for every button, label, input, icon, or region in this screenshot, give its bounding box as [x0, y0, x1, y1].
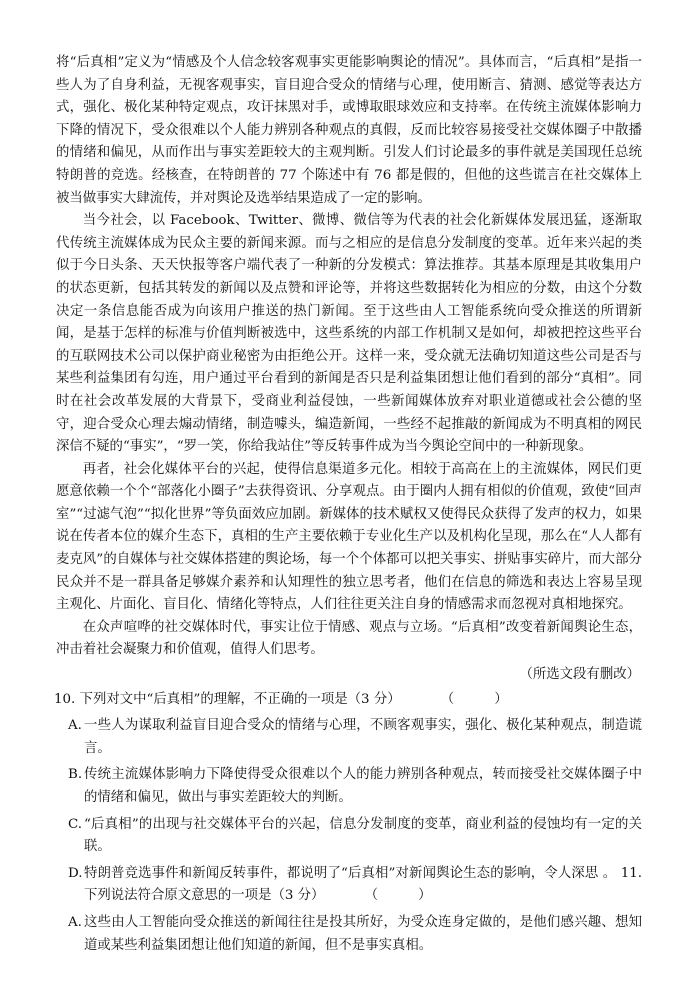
option-letter: A.	[68, 914, 82, 930]
option-text: “后真相”的出现与社交媒体平台的兴起，信息分发制度的变革，商业利益的侵蚀均有一定的关联。	[84, 816, 642, 855]
option-text: 一些人为谋取利益盲目迎合受众的情绪与心理，不顾客观事实，强化、极化某种观点，制造谎言。	[84, 718, 642, 756]
option-letter: B.	[68, 767, 83, 783]
option-text: 特朗普竞选事件和新闻反转事件，都说明了“后真相”对新闻舆论生态的影响，令人深思 。 11. 下列说法符合原文意思的一项是（3 分） （ ）	[84, 865, 642, 904]
option-text: 这些由人工智能向受众推送的新闻往往是投其所好，为受众连身定做的，是他们感兴趣、想知道或某些利益集团想让他们知道的新闻，但不是事实真相。	[84, 914, 642, 953]
exam-page	[56, 52, 642, 957]
passage-paragraph-3: 再者，社会化媒体平台的兴起，使得信息渠道多元化。相较于高高在上的主流媒体，网民们更愿意依赖一个个“部落化小圈子”去获得资讯、分享观点。由于圈内人拥有相似的价值观，致使“回声室”“过滤气泡”“拟化世界”等负面效应加剧。新媒体的技术赋权又使得民众获得了发声的权力，如果说在传者本位的媒介生态下，真相的生产主要依赖于专业化生产以及机构化呈现，那么在“人人都有麦克风”的自媒体与社交媒体搭建的舆论场，每一个个体都可以把关事实、拼贴事实碎片，而大部分民众并不是一群具备足够媒介素养和认知理性的独立思考者，他们在信息的筛选和表达上容易呈现主观化、片面化、盲目化、情绪化等特点，人们往往更关注自身的情感需求而忽视对真相地探究。	[56, 461, 642, 613]
question-10-stem: 10. 下列对文中“后真相”的理解，不正确的一项是（3 分） （ ）	[54, 691, 508, 707]
passage-paragraph-1: 将“后真相”定义为“情感及个人信念较客观事实更能影响舆论的情况”。具体而言，“后真相”是指一些人为了自身利益，无视客观事实，盲目迎合受众的情绪与心理，使用断言、猜测、感觉等表达方式，强化、极化某种特定观点，攻讦抹黑对手，或博取眼球效应和支持率。在传统主流媒体影响力下降的情况下，受众很难以个人能力辨别各种观点的真假，反而比较容易接受社交媒体圈子中散播的情绪和偏见，从而作出与事实差距较大的主观判断。引发人们讨论最多的事件就是美国现任总统特朗普的竞选。经核查，在特朗普的 77 个陈述中有 76 都是假的，但他的这些谎言在社交媒体上被当做事实大肆流传，并对舆论及选举结果造成了一定的影响。	[56, 55, 642, 206]
question-11-option-a	[56, 912, 642, 957]
source-note: （所选文段有删改）	[519, 667, 640, 683]
option-letter: C.	[68, 816, 83, 832]
passage-paragraph-4: 在众声喧哗的社交媒体时代，事实让位于情感、观点与立场。“后真相”改变着新闻舆论生态，冲击着社会凝聚力和价值观，值得人们思考。	[56, 619, 642, 658]
option-letter: A.	[68, 718, 82, 734]
question-10-option-c	[56, 814, 642, 859]
question-10-option-d	[56, 863, 642, 908]
question-10-option-a	[56, 715, 642, 760]
option-text: 传统主流媒体影响力下降使得受众很难以个人的能力辨别各种观点，转而接受社交媒体圈子中的情绪和偏见，做出与事实差距较大的判断。	[84, 767, 642, 805]
question-10-option-b	[56, 764, 642, 809]
passage-paragraph-2: 当今社会，以 Facebook、Twitter、微博、微信等为代表的社会化新媒体发展迅猛，逐渐取代传统主流媒体成为民众主要的新闻来源。而与之相应的是信息分发制度的变革。近年来兴起的类似于今日头条、天天快报等客户端代表了一种新的分发模式：算法推荐。其基本原理是其收集用户的状态更新，包括其转发的新闻以及点赞和评论等，并将这些数据转化为相应的分数，由这个分数决定一条信息能否成为向该用户推送的热门新闻。至于这些由人工智能系统向受众推送的所谓新闻，是基于怎样的标准与价值判断被选中，这些系统的内部工作机制又是如何，却被把控这些平台的互联网技术公司以保护商业秘密为由拒绝公开。这样一来，受众就无法确切知道这些公司是否与某些利益集团有勾连，用户通过平台看到的新闻是否只是利益集团想让他们看到的部分“真相”。同时在社会改革发展的大背景下，受商业利益侵蚀，一些新闻媒体放弃对职业道德或社会公德的坚守，迎合受众心理去煽动情绪，制造噱头，编造新闻，一些经不起推敲的新闻成为不明真相的网民深信不疑的“事实”，“罗一笑，你给我站住”等反转事件成为当今舆论空间中的一种新现象。	[56, 213, 642, 455]
option-letter: D.	[68, 865, 83, 881]
